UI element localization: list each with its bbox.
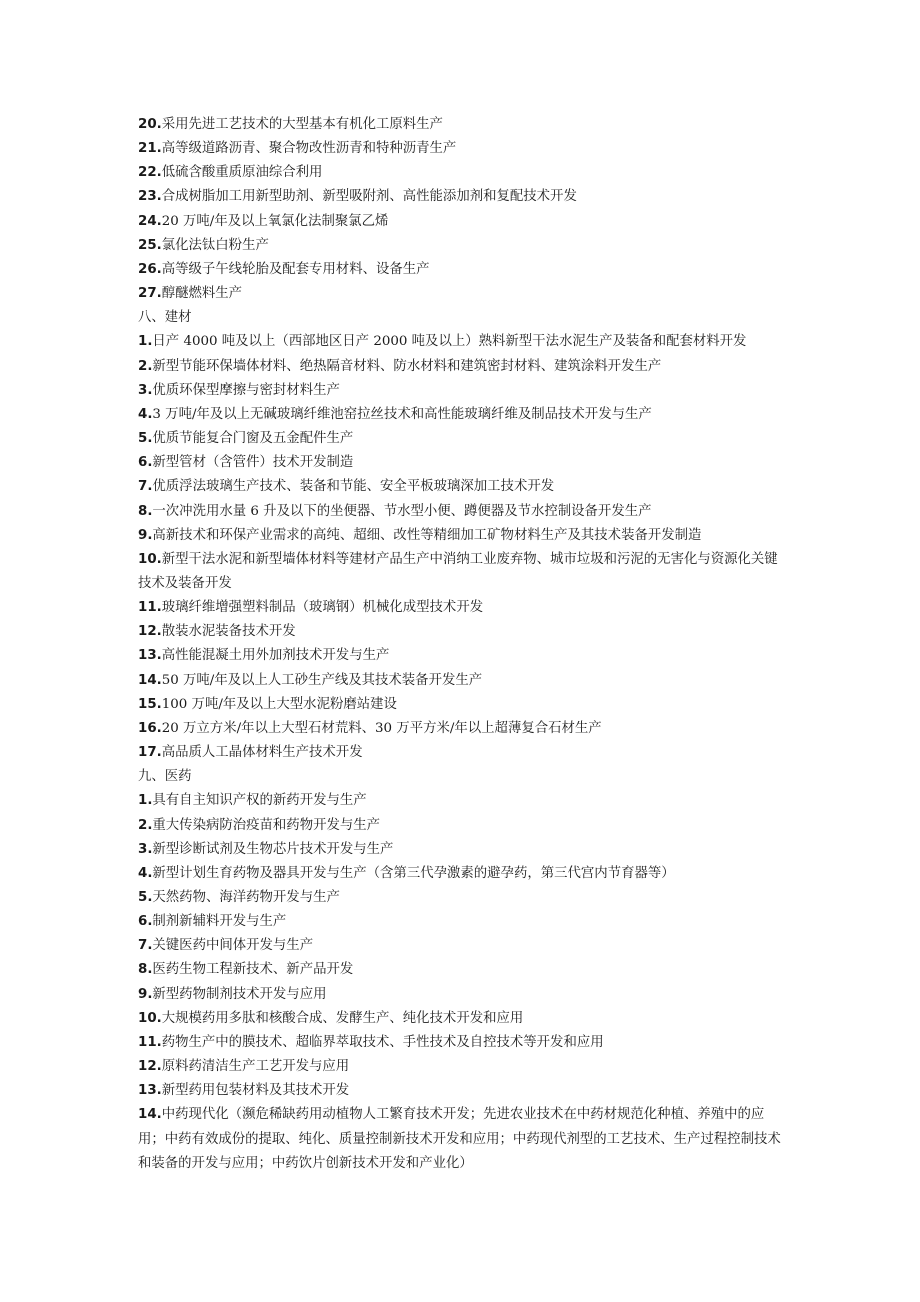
list-item <box>138 185 788 209</box>
list-item <box>138 1103 788 1175</box>
list-item <box>138 910 788 934</box>
item-text: 一次冲洗用水量 6 升及以下的坐便器、节水型小便、蹲便器及节水控制设备开发生产 <box>152 503 652 519</box>
heading-text: 八、建材 <box>138 310 192 326</box>
item-text: 新型诊断试剂及生物芯片技术开发与生产 <box>152 841 394 857</box>
item-text: 20 万吨/年及以上氧氯化法制聚氯乙烯 <box>161 213 389 229</box>
list-item <box>138 524 788 548</box>
item-number: 3. <box>138 841 153 857</box>
item-number: 24. <box>138 213 162 229</box>
item-number: 1. <box>138 793 153 809</box>
item-text: 采用先进工艺技术的大型基本有机化工原料生产 <box>161 117 443 132</box>
item-text: 100 万吨/年及以上大型水泥粉磨站建设 <box>161 696 397 712</box>
list-item <box>138 113 788 137</box>
item-text: 日产 4000 吨及以上（西部地区日产 2000 吨及以上）熟料新型干法水泥生产及装备和配套材料开发 <box>152 334 747 350</box>
item-number: 15. <box>138 696 162 712</box>
item-text: 合成树脂加工用新型助剂、新型吸附剂、高性能添加剂和复配技术开发 <box>161 189 577 205</box>
item-number: 8. <box>138 962 153 978</box>
item-text: 高等级子午线轮胎及配套专用材料、设备生产 <box>161 261 430 277</box>
item-number: 16. <box>138 720 162 736</box>
item-text: 优质节能复合门窗及五金配件生产 <box>152 431 354 447</box>
item-text: 3 万吨/年及以上无碱玻璃纤维池窑拉丝技术和高性能玻璃纤维及制品技术开发与生产 <box>152 406 652 422</box>
item-text: 关键医药中间体开发与生产 <box>152 938 314 954</box>
list-item <box>138 789 788 813</box>
section-heading <box>138 306 788 330</box>
item-number: 27. <box>138 286 162 302</box>
item-text: 50 万吨/年及以上人工砂生产线及其技术装备开发生产 <box>161 672 483 688</box>
item-number: 21. <box>138 141 162 157</box>
item-number: 10. <box>138 1010 162 1026</box>
item-number: 26. <box>138 261 162 277</box>
item-number: 11. <box>138 600 162 616</box>
list-item <box>138 234 788 258</box>
list-item <box>138 1007 788 1031</box>
item-text: 中药现代化（濒危稀缺药用动植物人工繁育技术开发；先进农业技术在中药材规范化种植、养殖中的应用；中药有效成份的提取、纯化、质量控制新技术开发和应用；中药现代剂型的工艺技术、生产过程控制技术和装备的开发与应用；中药饮片创新技术开发和产业化） <box>138 1107 781 1171</box>
item-text: 天然药物、海洋药物开发与生产 <box>152 890 340 905</box>
item-text: 具有自主知识产权的新药开发与生产 <box>152 793 367 809</box>
list-item <box>138 548 788 596</box>
item-number: 9. <box>138 527 153 543</box>
list-item <box>138 596 788 620</box>
list-item <box>138 379 788 403</box>
list-item <box>138 427 788 451</box>
item-number: 9. <box>138 986 153 1002</box>
item-number: 5. <box>138 890 153 905</box>
item-number: 6. <box>138 455 153 471</box>
document-body <box>138 113 788 1176</box>
item-text: 20 万立方米/年以上大型石材荒料、30 万平方米/年以上超薄复合石材生产 <box>161 720 602 736</box>
item-number: 1. <box>138 334 153 350</box>
item-text: 高等级道路沥青、聚合物改性沥青和特种沥青生产 <box>161 141 457 157</box>
list-item <box>138 161 788 185</box>
item-text: 新型药用包装材料及其技术开发 <box>161 1083 350 1099</box>
item-number: 2. <box>138 358 153 374</box>
item-number: 12. <box>138 624 162 640</box>
item-text: 高新技术和环保产业需求的高纯、超细、改性等精细加工矿物材料生产及其技术装备开发制造 <box>152 527 702 543</box>
item-number: 7. <box>138 938 153 954</box>
list-item <box>138 258 788 282</box>
item-text: 优质浮法玻璃生产技术、装备和节能、安全平板玻璃深加工技术开发 <box>152 479 555 495</box>
list-item <box>138 862 788 886</box>
item-number: 13. <box>138 1083 162 1099</box>
item-number: 6. <box>138 914 153 930</box>
list-item <box>138 644 788 668</box>
list-item <box>138 355 788 379</box>
item-number: 25. <box>138 237 162 253</box>
item-number: 20. <box>138 117 162 132</box>
list-item <box>138 814 788 838</box>
list-item <box>138 451 788 475</box>
item-text: 药物生产中的膜技术、超临界萃取技术、手性技术及自控技术等开发和应用 <box>161 1034 604 1050</box>
item-text: 新型计划生育药物及器具开发与生产（含第三代孕激素的避孕药，第三代宫内节育器等） <box>152 865 675 881</box>
item-number: 22. <box>138 165 162 181</box>
item-text: 原料药清洁生产工艺开发与应用 <box>161 1059 350 1075</box>
list-item <box>138 403 788 427</box>
item-number: 7. <box>138 479 153 495</box>
list-item <box>138 958 788 982</box>
item-number: 12. <box>138 1059 162 1075</box>
item-text: 大规模药用多肽和核酸合成、发酵生产、纯化技术开发和应用 <box>161 1010 524 1026</box>
item-text: 新型管材（含管件）技术开发制造 <box>152 455 354 471</box>
list-item <box>138 983 788 1007</box>
list-item <box>138 669 788 693</box>
list-item <box>138 934 788 958</box>
item-number: 4. <box>138 406 153 422</box>
item-text: 醇醚燃料生产 <box>161 286 243 302</box>
list-item <box>138 620 788 644</box>
list-item <box>138 838 788 862</box>
item-text: 新型药物制剂技术开发与应用 <box>152 986 327 1002</box>
item-number: 5. <box>138 431 153 447</box>
item-text: 优质环保型摩擦与密封材料生产 <box>152 382 340 398</box>
item-number: 11. <box>138 1034 162 1050</box>
item-number: 23. <box>138 189 162 205</box>
list-item <box>138 137 788 161</box>
item-text: 高性能混凝土用外加剂技术开发与生产 <box>161 648 390 664</box>
item-number: 3. <box>138 382 153 398</box>
list-item <box>138 1031 788 1055</box>
list-item <box>138 886 788 910</box>
list-item <box>138 1079 788 1103</box>
item-text: 重大传染病防治疫苗和药物开发与生产 <box>152 817 381 833</box>
list-item <box>138 741 788 765</box>
item-number: 14. <box>138 672 162 688</box>
list-item <box>138 500 788 524</box>
item-text: 制剂新辅料开发与生产 <box>152 914 287 930</box>
list-item <box>138 330 788 354</box>
item-text: 散装水泥装备技术开发 <box>161 624 296 640</box>
list-item <box>138 475 788 499</box>
list-item <box>138 717 788 741</box>
list-item <box>138 210 788 234</box>
item-text: 低硫含酸重质原油综合利用 <box>161 165 323 181</box>
section-heading <box>138 765 788 789</box>
item-text: 玻璃纤维增强塑料制品（玻璃钢）机械化成型技术开发 <box>161 600 484 616</box>
item-number: 10. <box>138 551 162 567</box>
item-text: 氯化法钛白粉生产 <box>161 237 269 253</box>
list-item <box>138 1055 788 1079</box>
item-number: 17. <box>138 745 162 761</box>
item-number: 8. <box>138 503 153 519</box>
list-item <box>138 693 788 717</box>
heading-text: 九、医药 <box>138 769 192 785</box>
item-text: 医药生物工程新技术、新产品开发 <box>152 962 354 978</box>
item-text: 高品质人工晶体材料生产技术开发 <box>161 745 363 761</box>
list-item <box>138 282 788 306</box>
item-number: 2. <box>138 817 153 833</box>
item-number: 4. <box>138 865 153 881</box>
item-text: 新型节能环保墙体材料、绝热隔音材料、防水材料和建筑密封材料、建筑涂料开发生产 <box>152 358 662 374</box>
item-number: 14. <box>138 1107 162 1123</box>
item-text: 新型干法水泥和新型墙体材料等建材产品生产中消纳工业废弃物、城市垃圾和污泥的无害化与资源化关键技术及装备开发 <box>138 551 778 591</box>
item-number: 13. <box>138 648 162 664</box>
